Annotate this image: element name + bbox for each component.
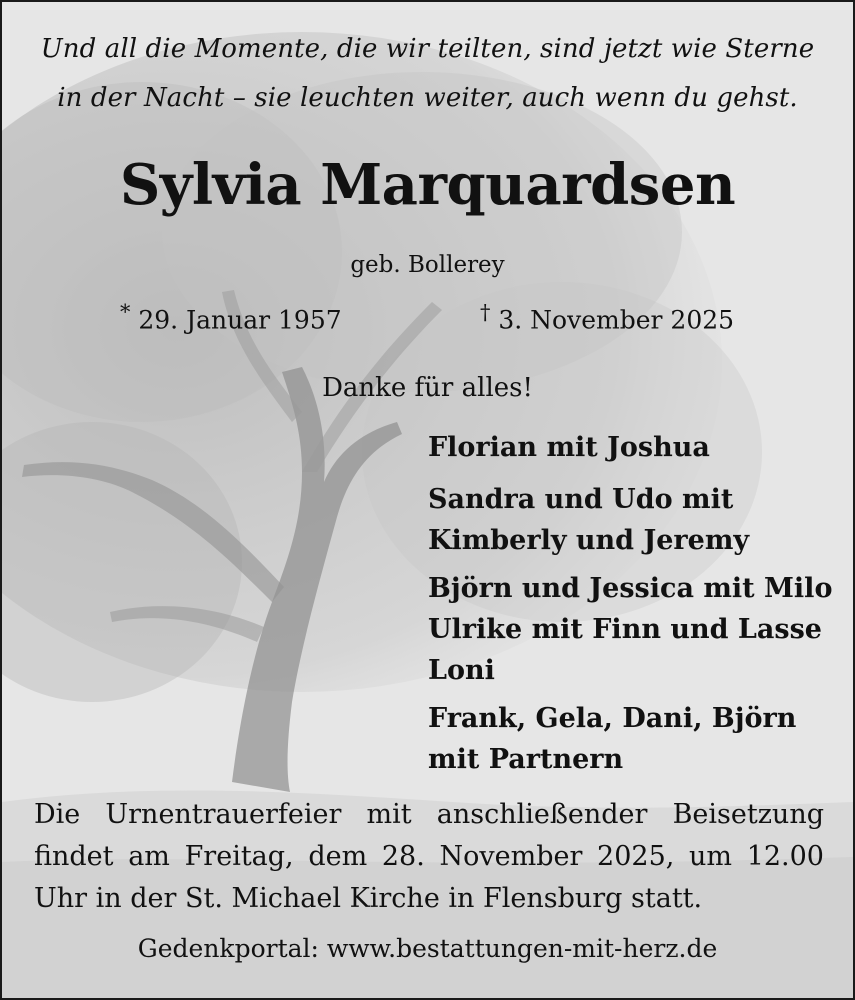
mourner-line: Loni <box>428 655 495 686</box>
memorial-portal-link[interactable]: Gedenkportal: www.bestattungen-mit-herz.de <box>137 934 718 963</box>
death-date <box>480 300 734 334</box>
mourner-line: Sandra und Udo mit <box>428 484 734 515</box>
birth-star-icon: * <box>120 300 131 324</box>
quote-line-1: Und all die Momente, die wir teilten, sind jetzt wie Sterne <box>40 34 815 64</box>
quote-line-2: in der Nacht – sie leuchten weiter, auch wenn du gehst. <box>57 83 798 113</box>
deceased-name: Sylvia Marquardsen <box>119 152 736 218</box>
birth-date <box>120 300 342 334</box>
thanks-line: Danke für alles! <box>322 373 533 403</box>
obituary-text <box>2 2 853 998</box>
mourner-line: Kimberly und Jeremy <box>428 525 750 556</box>
death-dagger-icon: † <box>480 300 491 324</box>
mourner-line: Björn und Jessica mit Milo <box>428 573 833 604</box>
ceremony-line-3: Uhr in der St. Michael Kirche in Flensburg statt. <box>34 883 703 914</box>
mourner-line: Frank, Gela, Dani, Björn <box>428 703 797 734</box>
mourner-line: Florian mit Joshua <box>428 432 710 463</box>
ceremony-line-2: findet am Freitag, dem 28. November 2025, um 12.00 <box>34 841 824 872</box>
ceremony-line-1: Die Urnentrauerfeier mit anschließender Beisetzung <box>34 799 824 830</box>
mourner-line: Ulrike mit Finn und Lasse <box>428 614 822 645</box>
death-date-text: 3. November 2025 <box>498 305 735 335</box>
mourner-line: mit Partnern <box>428 744 624 775</box>
birth-name: geb. Bollerey <box>350 252 505 278</box>
birth-date-text: 29. Januar 1957 <box>138 305 342 335</box>
